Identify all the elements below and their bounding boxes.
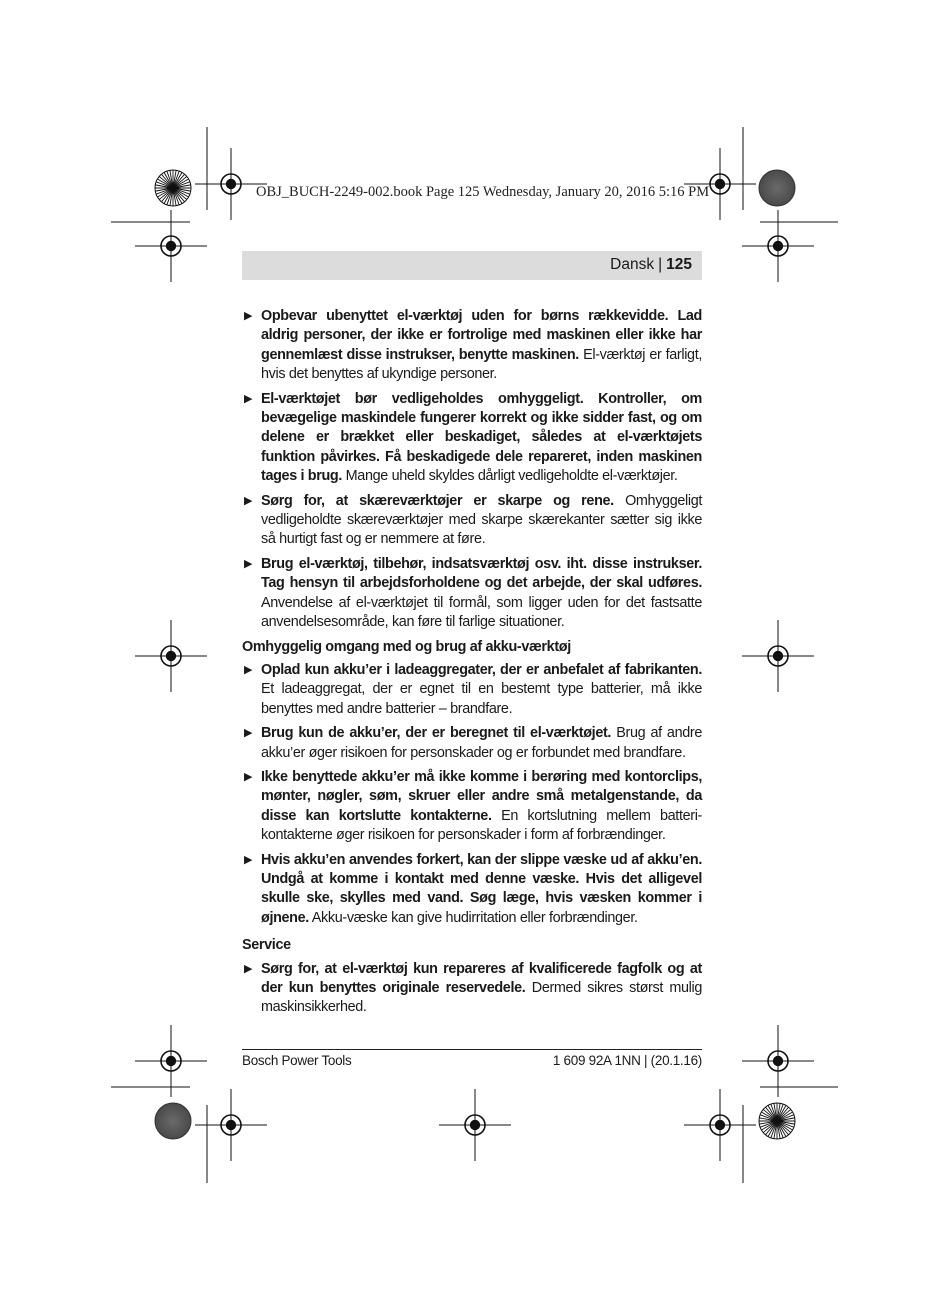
book-slug-line: OBJ_BUCH-2249-002.book Page 125 Wednesday, January 20, 2016 5:16 PM [256,184,710,200]
page-body [242,307,702,1023]
triangle-bullet-icon: ▶ [244,727,253,740]
safety-item: ▶ Brug el-værktøj, tilbehør, indsatsværktøj osv. iht. disse instrukser. Tag hensyn til arbejdsforholdene og det arbejde, der skal udføres. Anvendelse af el-værktøjet til formål, som ligger uden for det fastsatte anvendelsesområde, kan føre til farlige situationer. [244,555,702,631]
safety-item: ▶ Opbevar ubenyttet el-værktøj uden for børns rækkevidde. Lad aldrig personer, der ikke er fortrolige med maskinen eller ikke har gennemlæst disse instrukser, benytte maskinen. El-værktøj er farligt, hvis det benyttes af ukyndige personer. [244,308,702,383]
header-separator: | [658,256,663,273]
safety-item: ▶ El-værktøjet bør vedligeholdes omhyggeligt. Kontroller, om bevægelige maskindele fungerer korrekt og ikke sidder fast, og om delene er brækket eller beskadiget, således at el-værktøjets funktion påvirkes. Få beskadigede dele repareret, inden maskinen tages i brug. Mange uheld skyldes dårligt vedligeholdte el-værktøjer. [244,390,702,485]
triangle-bullet-icon: ▶ [244,494,253,507]
safety-item: ▶ Sørg for, at skæreværktøjer er skarpe og rene. Omhyggeligt vedligeholdte skæreværktøjer med skarpe skærekanter sætter sig ikke så hurtigt fast og er nemmere at føre. [244,492,703,548]
triangle-bullet-icon: ▶ [244,962,253,975]
triangle-bullet-icon: ▶ [244,557,253,570]
triangle-bullet-icon: ▶ [244,770,253,783]
safety-item: ▶ Sørg for, at el-værktøj kun repareres af kvalificerede fagfolk og at der kun benyttes originale reservedele. Dermed sikres størst mulig maskinsikkerhed. [244,960,702,1016]
triangle-bullet-icon: ▶ [244,853,253,866]
footer-doc-number: 1 609 92A 1NN | (20.1.16) [552,1053,702,1068]
footer-divider [242,1049,702,1050]
page-header [242,251,702,280]
safety-item: ▶ Ikke benyttede akku’er må ikke komme i berøring med kontorclips, mønter, nøgler, søm, skruer eller andre små metalgenstande, da disse kan kortslutte kontakterne. En kortslutning mellem batteri-kontakterne øger risikoen for personskader i form af forbrændinger. [244,768,702,844]
header-language: Dansk [610,256,655,273]
triangle-bullet-icon: ▶ [244,310,253,322]
section-heading-battery-tools: Omhyggelig omgang med og brug af akku-værktøj [242,638,571,655]
safety-item: ▶ Hvis akku’en anvendes forkert, kan der slippe væske ud af akku’en. Undgå at komme i kontakt med denne væske. Hvis det alligevel skulle ske, skylles med vand. Søg læge, hvis væsken kommer i øjnene. Akku-væske kan give hudirritation eller forbrændinger. [244,851,702,926]
triangle-bullet-icon: ▶ [244,663,253,676]
section-heading-service: Service [242,937,291,954]
safety-item: ▶ Oplad kun akku’er i ladeaggregater, der er anbefalet af fabrikanten. Et ladeaggregat, der er egnet til en bestemt type batterier, må ikke benyttes med andre batterier – brandfare. [244,661,702,717]
footer-brand: Bosch Power Tools [242,1053,352,1068]
header-label [610,256,692,274]
triangle-bullet-icon: ▶ [244,392,253,405]
page-number: 125 [666,256,692,273]
safety-item: ▶ Brug kun de akku’er, der er beregnet til el-værktøjet. Brug af andre akku’er øger risikoen for personskader og er forbundet med brandfare. [244,725,702,761]
